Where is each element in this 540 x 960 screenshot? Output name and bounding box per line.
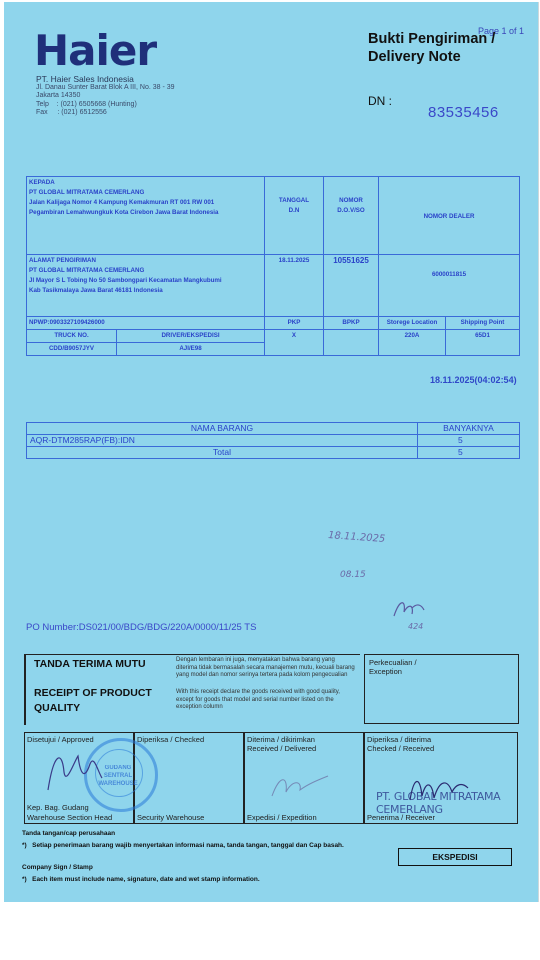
footer-sign-label: Tanda tangan/cap perusahaan (22, 830, 116, 837)
delivered-label: Diterima / dikirimkan (247, 735, 315, 744)
received-label-en: Checked / Received (367, 744, 435, 753)
number-label: NOMOR (339, 197, 363, 204)
company-address (36, 84, 175, 118)
recipient-name: PT GLOBAL MITRATAMA CEMERLANG (29, 189, 145, 196)
po-number: PO Number:DS021/00/BDG/BDG/220A/0000/11/25 TS (26, 622, 257, 633)
shipping-address: Kab Tasikmalaya Jawa Barat 46181 Indonesia (29, 287, 163, 294)
item-quantity: 5 (418, 435, 520, 447)
bpkp-value (324, 330, 379, 356)
footer-stamp-label: Company Sign / Stamp (22, 864, 93, 871)
number-header (324, 177, 379, 255)
number-sublabel: D.O.V/SO (337, 207, 365, 214)
receiver-company-stamp: PT. GLOBAL MITRATAMA CEMERLANG (376, 790, 501, 816)
footer-note-id: *) Setiap penerimaan barang wajib menyertakan informasi nama, tanda tangan, tanggal dan Cap basah. (22, 842, 344, 849)
expedition-label: Expedisi / Expedition (247, 813, 317, 822)
initials-signature (390, 596, 430, 626)
total-label: Total (27, 447, 418, 459)
dealer-label: NOMOR DEALER (423, 213, 475, 220)
receipt-title-quality: QUALITY (34, 702, 81, 714)
security-label: Security Warehouse (137, 813, 205, 822)
truck-label: TRUCK NO. (27, 330, 117, 343)
title-line-1: Bukti Pengiriman / (368, 31, 496, 47)
receipt-title-id: TANDA TERIMA MUTU (34, 658, 146, 670)
warehouse-head-label-en: Warehouse Section Head (27, 813, 113, 822)
shipping-address-label: ALAMAT PENGIRIMAN (29, 257, 96, 264)
exception-label: Perkecualian / (369, 658, 417, 667)
recipient-address: Pegambiran Lemahwungkuk Kota Cirebon Jawa Barat Indonesia (29, 209, 219, 216)
shipping-address: Jl Mayor S L Tobing No 50 Sambongpari Kecamatan Mangkubumi (29, 277, 222, 284)
dealer-header (379, 177, 520, 255)
ekspedisi-label: EKSPEDISI (398, 848, 512, 866)
exception-box (364, 654, 519, 724)
recipient-address: Jalan Kalijaga Nomor 4 Kampung Kemakmuran RT 001 RW 001 (29, 199, 215, 206)
date-value: 18.11.2025 (265, 255, 324, 317)
expedition-signature (262, 766, 342, 806)
approved-signature (40, 742, 110, 802)
receiver-signature (404, 770, 474, 820)
pkp-label: PKP (265, 317, 324, 330)
storage-value: 220A (379, 330, 446, 356)
delivered-label-en: Received / Delivered (247, 744, 317, 753)
address-line: Jakarta 14350 (36, 92, 81, 100)
received-label: Diperiksa / diterima (367, 735, 432, 744)
print-datetime: 18.11.2025(04:02:54) (430, 375, 517, 385)
truck-driver-cell (27, 330, 265, 356)
footer-note-en: *) Each item must include name, signature, date and wet stamp information. (22, 876, 260, 883)
receiver-label: Penerima / Receiver (367, 813, 435, 822)
total-quantity: 5 (418, 447, 520, 459)
haier-logo: Haier (34, 26, 157, 75)
address-fax: Fax : (021) 6512556 (36, 109, 107, 117)
quantity-header: BANYAKNYA (418, 423, 520, 435)
checked-label: Diperiksa / Checked (137, 735, 205, 744)
dn-label: DN : (368, 94, 392, 108)
handwritten-initials: 424 (408, 622, 424, 631)
document-title (368, 30, 495, 66)
recipient-cell (27, 177, 265, 255)
address-phone: Telp : (021) 6505668 (Hunting) (36, 100, 137, 108)
recipient-label: KEPADA (29, 179, 55, 186)
truck-value: CDD/B9057JYV (27, 343, 117, 356)
shipping-point-label: Shipping Point (446, 317, 520, 330)
dealer-value-cell (379, 255, 520, 317)
driver-label: DRIVER/EKSPEDISI (117, 330, 265, 343)
approved-label: Disetujui / Approved (27, 735, 94, 744)
shipping-address-cell (27, 255, 265, 317)
warehouse-head-label: Kep. Bag. Gudang (27, 803, 89, 812)
handwritten-date: 18.11.2025 (327, 530, 386, 545)
dealer-value: 6000011815 (431, 271, 467, 278)
shipping-name: PT GLOBAL MITRATAMA CEMERLANG (29, 267, 145, 274)
address-line: Jl. Danau Sunter Barat Blok A III, No. 38 - 39 (36, 84, 175, 91)
item-name: AQR-DTM285RAP(FB):IDN (27, 435, 418, 447)
warehouse-stamp-text: GUDANG SENTRAL WAREHOUSE (98, 765, 138, 787)
date-label: TANGGAL (278, 197, 310, 204)
item-name-header: NAMA BARANG (27, 423, 418, 435)
receipt-description-id: Dengan lembaran ini juga, menyatakan bahwa barang yang diterima tidak bermasalah secara manajemen mutu, kecuali barang yang model dan nomor serinya tertera pada kolom pengecualian (176, 657, 355, 679)
date-header (265, 177, 324, 255)
title-line-2: Delivery Note (368, 49, 461, 65)
pkp-value: X (265, 330, 324, 356)
date-sublabel: D.N (288, 207, 300, 214)
dn-number: 83535456 (428, 104, 499, 121)
quality-receipt-box (24, 654, 360, 725)
driver-value: AJI/E98 (117, 343, 265, 356)
npwp: NPWP:0903327109426000 (27, 317, 265, 330)
truck-driver-table (27, 330, 264, 355)
page-indicator: Page 1 of 1 (478, 26, 525, 36)
bpkp-label: BPKP (324, 317, 379, 330)
storage-location-label: Storege Location (379, 317, 446, 330)
receipt-title-en: RECEIPT OF PRODUCT (34, 687, 152, 699)
shipping-value: 65D1 (446, 330, 520, 356)
items-table (26, 422, 520, 459)
handwritten-time: 08.15 (340, 570, 366, 580)
number-value: 10551625 (324, 255, 379, 317)
shipment-info-table (26, 176, 520, 356)
company-name: PT. Haier Sales Indonesia (36, 74, 134, 84)
exception-label-en: Exception (369, 667, 402, 676)
receipt-description-en: With this receipt declare the goods received with good quality, except for goods that model and serial number listed on the exception column (176, 689, 340, 711)
